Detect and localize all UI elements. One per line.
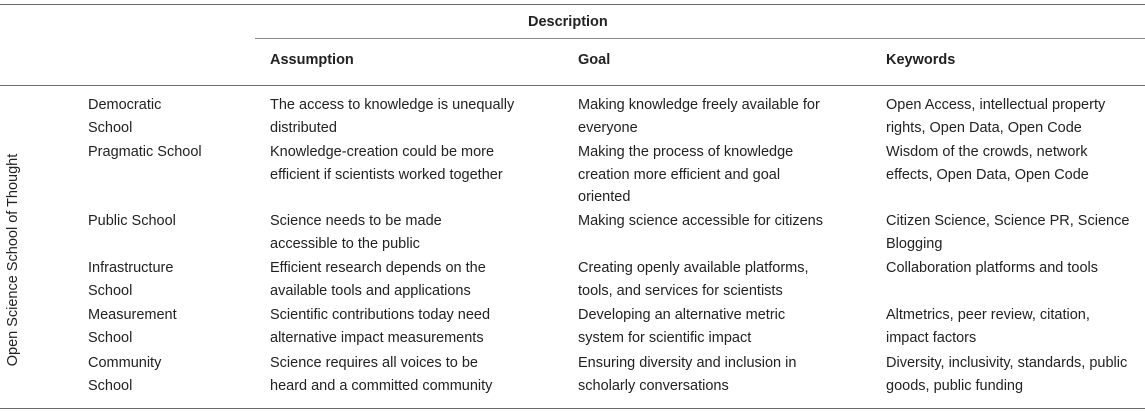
goal-cell [578, 210, 823, 233]
cell-line: School [88, 329, 133, 346]
cell-line: alternative impact measurements [270, 329, 484, 346]
keywords-cell [886, 210, 1129, 255]
cell-line: scholarly conversations [578, 377, 729, 394]
cell-line: Infrastructure [88, 260, 174, 276]
cell-line: goods, public funding [886, 377, 1024, 394]
table-bottom-rule [0, 408, 1145, 409]
cell-line: Pragmatic School [88, 144, 202, 160]
cell-line: everyone [578, 119, 638, 136]
cell-line: Creating openly available platforms, [578, 260, 809, 276]
cell-line: Making knowledge freely available for [578, 97, 820, 113]
header-divider-rule [255, 38, 1145, 39]
goal-cell [578, 257, 809, 302]
description-header: Description [528, 14, 608, 30]
cell-line: creation more efficient and goal [578, 166, 781, 183]
cell-line: Public School [88, 213, 176, 229]
goal-cell [578, 304, 785, 349]
school-cell [88, 141, 202, 164]
header-bottom-rule [0, 85, 1145, 86]
school-cell [88, 210, 176, 233]
school-cell [88, 257, 173, 302]
cell-line: Diversity, inclusivity, standards, public [886, 355, 1128, 371]
cell-line: Developing an alternative metric [578, 307, 786, 323]
assumption-cell [270, 257, 486, 302]
column-header-goal: Goal [578, 52, 611, 68]
keywords-cell [886, 352, 1127, 397]
assumption-cell [270, 352, 492, 397]
assumption-cell [270, 141, 503, 186]
cell-line: Citizen Science, Science PR, Science [886, 213, 1130, 229]
cell-line: Wisdom of the crowds, network [886, 144, 1088, 160]
cell-line: Making science accessible for citizens [578, 213, 823, 229]
goal-cell [578, 141, 793, 209]
cell-line: Scientific contributions today need [270, 307, 491, 323]
keywords-cell [886, 257, 1098, 280]
cell-line: tools, and services for scientists [578, 282, 783, 299]
cell-line: Community [88, 355, 162, 371]
cell-line: Knowledge-creation could be more [270, 144, 495, 160]
cell-line: available tools and applications [270, 282, 471, 299]
cell-line: Science requires all voices to be [270, 355, 478, 371]
cell-line: School [88, 282, 133, 299]
cell-line: system for scientific impact [578, 329, 752, 346]
cell-line: Efficient research depends on the [270, 260, 486, 276]
cell-line: oriented [578, 189, 631, 205]
cell-line: impact factors [886, 329, 977, 346]
assumption-cell [270, 94, 514, 139]
cell-line: Collaboration platforms and tools [886, 260, 1098, 276]
school-cell [88, 352, 161, 397]
school-cell [88, 94, 161, 139]
goal-cell [578, 94, 820, 139]
keywords-cell [886, 141, 1089, 186]
cell-line: Science needs to be made [270, 213, 442, 229]
cell-line: Measurement [88, 307, 177, 323]
keywords-cell [886, 304, 1090, 349]
cell-line: effects, Open Data, Open Code [886, 166, 1089, 183]
goal-cell [578, 352, 796, 397]
cell-line: Altmetrics, peer review, citation, [886, 307, 1090, 323]
keywords-cell [886, 94, 1105, 139]
assumption-cell [270, 304, 490, 349]
cell-line: efficient if scientists worked together [270, 166, 503, 183]
cell-line: Open Access, intellectual property [886, 97, 1106, 113]
column-header-keywords: Keywords [886, 52, 956, 68]
table-top-rule [0, 4, 1145, 5]
row-group-label: Open Science School of Thought [5, 153, 21, 367]
cell-line: accessible to the public [270, 235, 420, 252]
cell-line: Blogging [886, 235, 943, 252]
cell-line: Democratic [88, 97, 162, 113]
cell-line: School [88, 119, 133, 136]
cell-line: School [88, 377, 133, 394]
cell-line: Making the process of knowledge [578, 144, 794, 160]
cell-line: The access to knowledge is unequally [270, 97, 515, 113]
cell-line: distributed [270, 119, 337, 136]
cell-line: Ensuring diversity and inclusion in [578, 355, 797, 371]
school-cell [88, 304, 177, 349]
column-header-assumption: Assumption [270, 52, 354, 68]
cell-line: heard and a committed community [270, 377, 493, 394]
cell-line: rights, Open Data, Open Code [886, 119, 1082, 136]
assumption-cell [270, 210, 442, 255]
